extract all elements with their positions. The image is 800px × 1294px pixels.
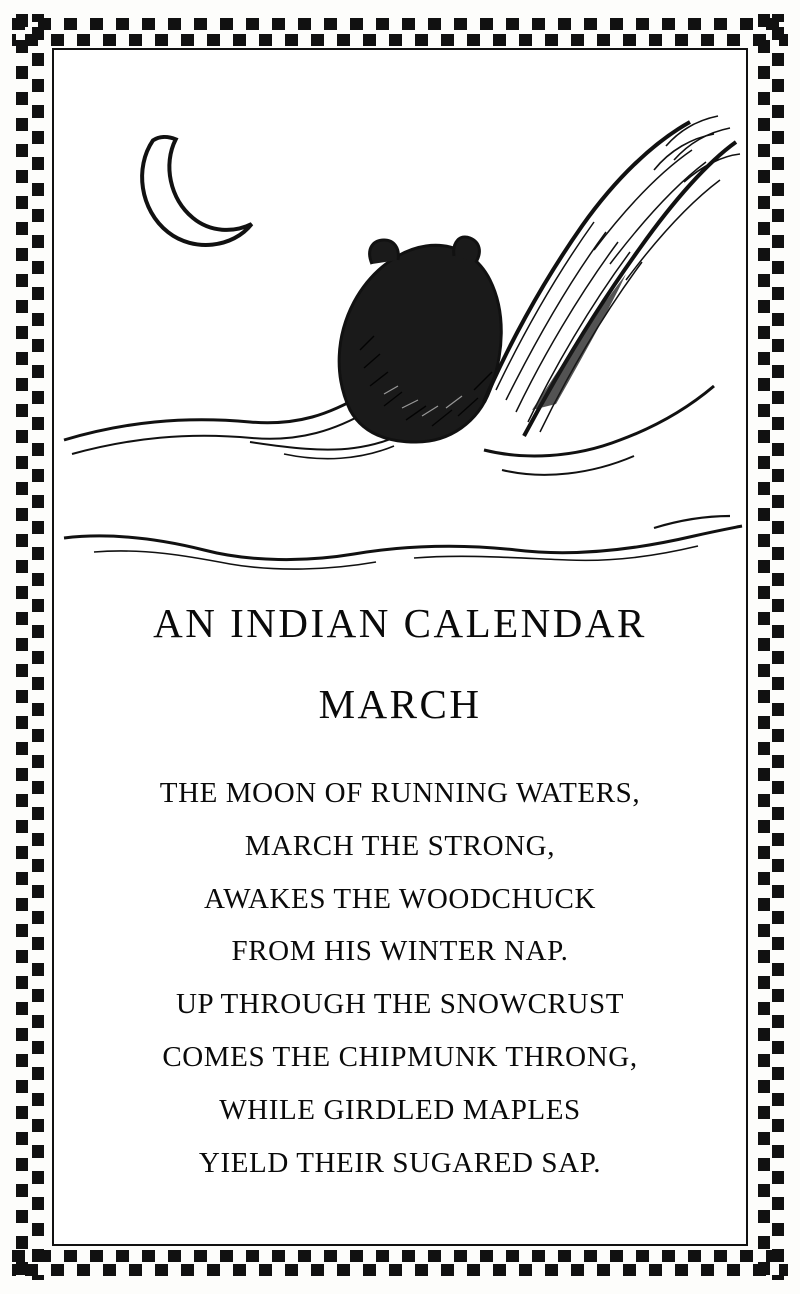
border-band-right	[754, 14, 788, 1280]
poem-line: COMES THE CHIPMUNK THRONG,	[162, 1041, 638, 1074]
page-content	[54, 50, 746, 1244]
crescent-moon-icon	[129, 119, 255, 262]
illustration	[54, 50, 746, 595]
poem-line: THE MOON OF RUNNING WATERS,	[159, 777, 641, 810]
fallen-branch	[484, 386, 714, 475]
poem-line: MARCH THE STRONG,	[244, 829, 556, 862]
tree-trunk	[484, 116, 740, 436]
poem-line: UP THROUGH THE SNOWCRUST	[175, 988, 625, 1021]
title-block	[54, 595, 746, 727]
poem-line: WHILE GIRDLED MAPLES	[219, 1093, 581, 1126]
page-title: AN INDIAN CALENDAR	[153, 600, 647, 646]
border-band-left	[12, 14, 46, 1280]
poem-line: FROM HIS WINTER NAP.	[231, 935, 569, 968]
poem	[54, 767, 746, 1189]
woodchuck	[339, 237, 501, 442]
horizon-line	[64, 516, 742, 569]
poem-line: YIELD THEIR SUGARED SAP.	[198, 1146, 602, 1179]
border-band-bottom	[12, 1246, 788, 1280]
border-band-top	[12, 14, 788, 48]
poem-line: AWAKES THE WOODCHUCK	[203, 882, 597, 915]
page-subtitle: MARCH	[318, 681, 482, 728]
